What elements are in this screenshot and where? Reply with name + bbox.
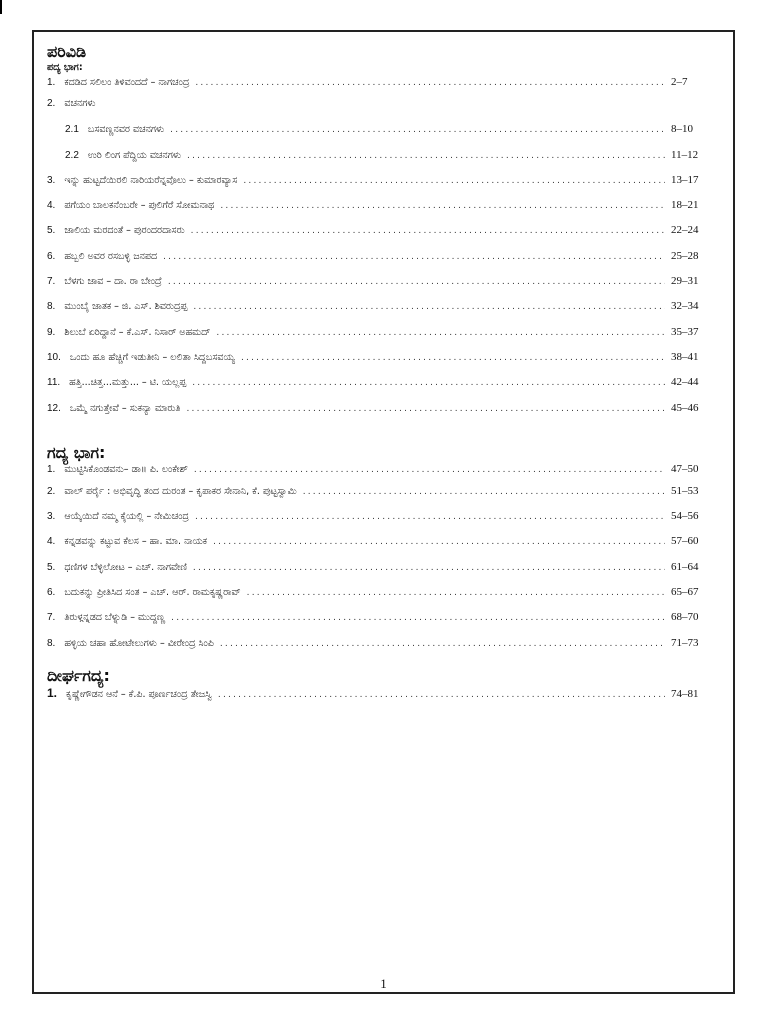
entry-number: 3.	[47, 174, 56, 186]
dot-leader	[187, 151, 665, 161]
entry-pages: 11–12	[671, 148, 699, 161]
entry-pages: 38–41	[671, 350, 699, 363]
dot-leader	[168, 277, 665, 287]
dot-leader	[220, 201, 665, 211]
entry-pages: 22–24	[671, 224, 699, 237]
entry-pages: 25–28	[671, 249, 699, 262]
entry-title: ಮುಂಬೈ ಜಾತಕ – ಜಿ. ಎಸ್. ಶಿವರುದ್ರಪ್ಪ	[64, 301, 188, 313]
entry-number: 1.	[47, 685, 58, 700]
entry-number: 7.	[47, 612, 56, 624]
toc-entry	[47, 76, 711, 98]
toc-entry	[47, 637, 711, 662]
entry-pages: 54–56	[671, 510, 699, 523]
entry-number: 1.	[47, 463, 56, 475]
entry-number: 11.	[47, 377, 61, 389]
entry-number: 9.	[47, 326, 56, 338]
entry-pages: 42–44	[671, 376, 699, 389]
entry-title: ಕದಡಿದ ಸಲಿಲಂ ತಿಳಿವಂದದೆ – ನಾಗಚಂದ್ರ	[64, 77, 190, 88]
entry-number: 7.	[47, 276, 56, 288]
entry-number: 4.	[47, 536, 56, 548]
dot-leader	[247, 588, 665, 598]
entry-pages: 18–21	[671, 199, 699, 212]
toc-entry	[47, 275, 711, 300]
entry-number: 3.	[47, 511, 56, 523]
dot-leader	[303, 487, 665, 497]
toc-entry	[47, 535, 711, 560]
dot-leader	[216, 328, 665, 338]
entry-number: 6.	[47, 250, 56, 262]
toc-entry	[47, 250, 711, 275]
entry-title: ಬಸವಣ್ಣನವರ ವಚನಗಳು	[87, 124, 165, 136]
toc-entry	[47, 174, 711, 199]
entry-pages: 29–31	[671, 275, 699, 288]
entry-pages: 57–60	[671, 535, 699, 548]
toc-entry	[47, 463, 711, 485]
dot-leader	[186, 404, 665, 414]
entry-title: ಪಗೆಯಂ ಬಾಲಕನೆಂಬರೇ – ಪುಲಿಗೆರೆ ಸೋಮನಾಥ	[64, 200, 215, 212]
entry-pages: 45–46	[671, 401, 699, 414]
entry-title: ಹಳ್ಳಿಯ ಚಹಾ ಹೋಟೇಲುಗಳು – ವೀರೇಂದ್ರ ಸಿಂಪಿ	[64, 637, 214, 649]
entry-title: ಶಿಲುಬೆ ಏರಿದ್ದಾನೆ – ಕೆ.ಎಸ್. ನಿಸಾರ್ ಅಹಮದ್	[64, 326, 211, 338]
entry-number: 8.	[47, 637, 56, 649]
entry-number: 12.	[47, 402, 61, 414]
entry-number: 5.	[47, 225, 56, 237]
entry-pages: 35–37	[671, 325, 699, 338]
toc-entry	[47, 402, 711, 427]
entry-title: ಹತ್ತಿ...ಚಿತ್ತ...ಮತ್ತು... – ಟಿ. ಯಲ್ಲಪ್ಪ	[69, 377, 187, 389]
entry-number: 6.	[47, 587, 56, 599]
toc-entry	[47, 199, 711, 224]
dot-leader	[170, 125, 665, 135]
entry-title: ಇನ್ನು ಹುಟ್ಟದೆಯಿರಲಿ ನಾರಿಯರೆನ್ನವೊಲು – ಕುಮಾರವ್ಯಾಸ	[64, 174, 238, 186]
entry-pages: 13–17	[671, 173, 699, 186]
entry-title: ಆಯ್ಕೆಯಿದೆ ನಮ್ಮ ಕೈಯಲ್ಲಿ – ನೇಮಿಚಂದ್ರ	[64, 511, 189, 523]
toc-entry	[47, 351, 711, 376]
entry-pages: 8–10	[671, 123, 693, 136]
toc-entry	[47, 686, 711, 708]
entry-title: ಮುಟ್ಟಿಸಿಕೊಂಡವನು– ಡಾ॥ ಪಿ. ಲಂಕೇಶ್	[64, 463, 188, 475]
dot-leader	[194, 465, 665, 475]
toc-entry	[47, 300, 711, 325]
entry-pages: 74–81	[671, 687, 699, 700]
entry-number: 2.	[47, 98, 56, 109]
entry-number: 10.	[47, 351, 61, 363]
entry-title: ಒಂದು ಹೂ ಹೆಚ್ಚಿಗೆ ಇಡುತೀನಿ – ಲಲಿತಾ ಸಿದ್ದಬಸವಯ್ಯ	[69, 351, 235, 363]
poetry-section-label: ಪದ್ಯ ಭಾಗ:	[47, 62, 83, 73]
toc-entry	[47, 123, 711, 148]
page-frame	[32, 30, 735, 994]
dot-leader	[192, 378, 665, 388]
toc-entry	[47, 326, 711, 351]
poetry-list	[47, 76, 711, 427]
page-number: 1	[380, 976, 387, 991]
toc-entry	[47, 98, 711, 123]
entry-pages: 51–53	[671, 484, 699, 497]
entry-number: 2.	[47, 485, 56, 497]
entry-title: ಜಾಲಿಯ ಮರದಂತೆ – ಪುರಂದರದಾಸರು	[64, 225, 185, 237]
dot-leader	[218, 690, 665, 700]
dot-leader	[243, 176, 665, 186]
entry-pages: 2–7	[671, 76, 688, 88]
toc-entry	[47, 611, 711, 636]
entry-number: 1.	[47, 77, 56, 88]
toc-entry	[47, 149, 711, 174]
dot-leader	[171, 613, 665, 623]
entry-title: ಬೆಳಗು ಜಾವ – ದಾ. ರಾ ಬೇಂದ್ರೆ	[64, 276, 162, 288]
entry-title: ಬದುಕನ್ನು ಪ್ರೀತಿಸಿದ ಸಂತ – ಎಚ್. ಆರ್. ರಾಮಕೃಷ್ಣರಾವ್	[64, 587, 241, 599]
entry-title: ವಾಲ್ ಪರ್ರೈ : ಅಭಿವೃದ್ಧಿ ತಂದ ದುರಂತ – ಕೃಪಾಕರ ಸೇನಾನಿ, ಕೆ. ಪುಟ್ಟಸ್ವಾಮಿ	[64, 485, 297, 497]
entry-number: 4.	[47, 200, 56, 212]
entry-number: 5.	[47, 561, 56, 573]
entry-number: 2.1	[65, 124, 79, 136]
prose-section-heading: ಗದ್ಯ ಭಾಗ:	[47, 442, 106, 462]
prose-list	[47, 463, 711, 662]
dot-leader	[241, 353, 665, 363]
dot-leader	[220, 639, 665, 649]
long-prose-list	[47, 686, 711, 708]
entry-title: ಕನ್ನಡವನ್ನು ಕಟ್ಟುವ ಕೆಲಸ – ಹಾ. ಮಾ. ನಾಯಕ	[64, 536, 208, 548]
dot-leader	[191, 226, 665, 236]
entry-pages: 32–34	[671, 300, 699, 313]
entry-title: ಕೃಷ್ಣೇಗೌಡನ ಆನೆ – ಕೆ.ಪಿ. ಪೂರ್ಣಚಂದ್ರ ತೇಜಸ್ವಿ	[66, 688, 212, 700]
entry-title: ಒಮ್ಮೆ ನಗುತ್ತೇವೆ – ಸುಕನ್ಯಾ ಮಾರುತಿ	[69, 402, 181, 414]
entry-pages: 65–67	[671, 586, 699, 599]
entry-title: ವಚನಗಳು	[64, 98, 96, 109]
edge-mark	[0, 0, 2, 14]
entry-title: ಉರಿ ಲಿಂಗ ಪೆದ್ದಿಯ ವಚನಗಳು	[87, 149, 182, 161]
toc-entry	[47, 224, 711, 249]
dot-leader	[193, 563, 665, 573]
toc-entry	[47, 561, 711, 586]
toc-entry	[47, 510, 711, 535]
toc-entry	[47, 376, 711, 401]
entry-number: 8.	[47, 301, 56, 313]
entry-title: ಧಣಿಗಳ ಬೆಳ್ಳಿಲೋಟ – ಎಚ್. ನಾಗವೇಣಿ	[64, 561, 187, 573]
dot-leader	[213, 537, 665, 547]
toc-entry	[47, 586, 711, 611]
entry-pages: 47–50	[671, 462, 699, 475]
entry-pages: 68–70	[671, 611, 699, 624]
table-of-contents	[47, 42, 711, 708]
long-prose-section-heading: ದೀರ್ಘಗದ್ಯ:	[47, 665, 110, 685]
dot-leader	[193, 302, 665, 312]
toc-entry	[47, 485, 711, 510]
dot-leader	[195, 78, 665, 88]
contents-title: ಪರಿವಿಡಿ	[47, 42, 87, 61]
entry-pages: 71–73	[671, 636, 699, 649]
entry-number: 2.2	[65, 149, 79, 161]
entry-title: ತಿರುಳ್ಗನ್ನಡದ ಬೆಳ್ನುಡಿ – ಮುದ್ದಣ್ಣ	[64, 612, 166, 624]
dot-leader	[163, 252, 665, 262]
entry-title: ಹಬ್ಬಲಿ ಅವರ ರಸಬಳ್ಳಿ ಜನಪದ	[64, 250, 158, 262]
entry-pages: 61–64	[671, 560, 699, 573]
section-gap	[47, 427, 711, 443]
dot-leader	[195, 512, 665, 522]
